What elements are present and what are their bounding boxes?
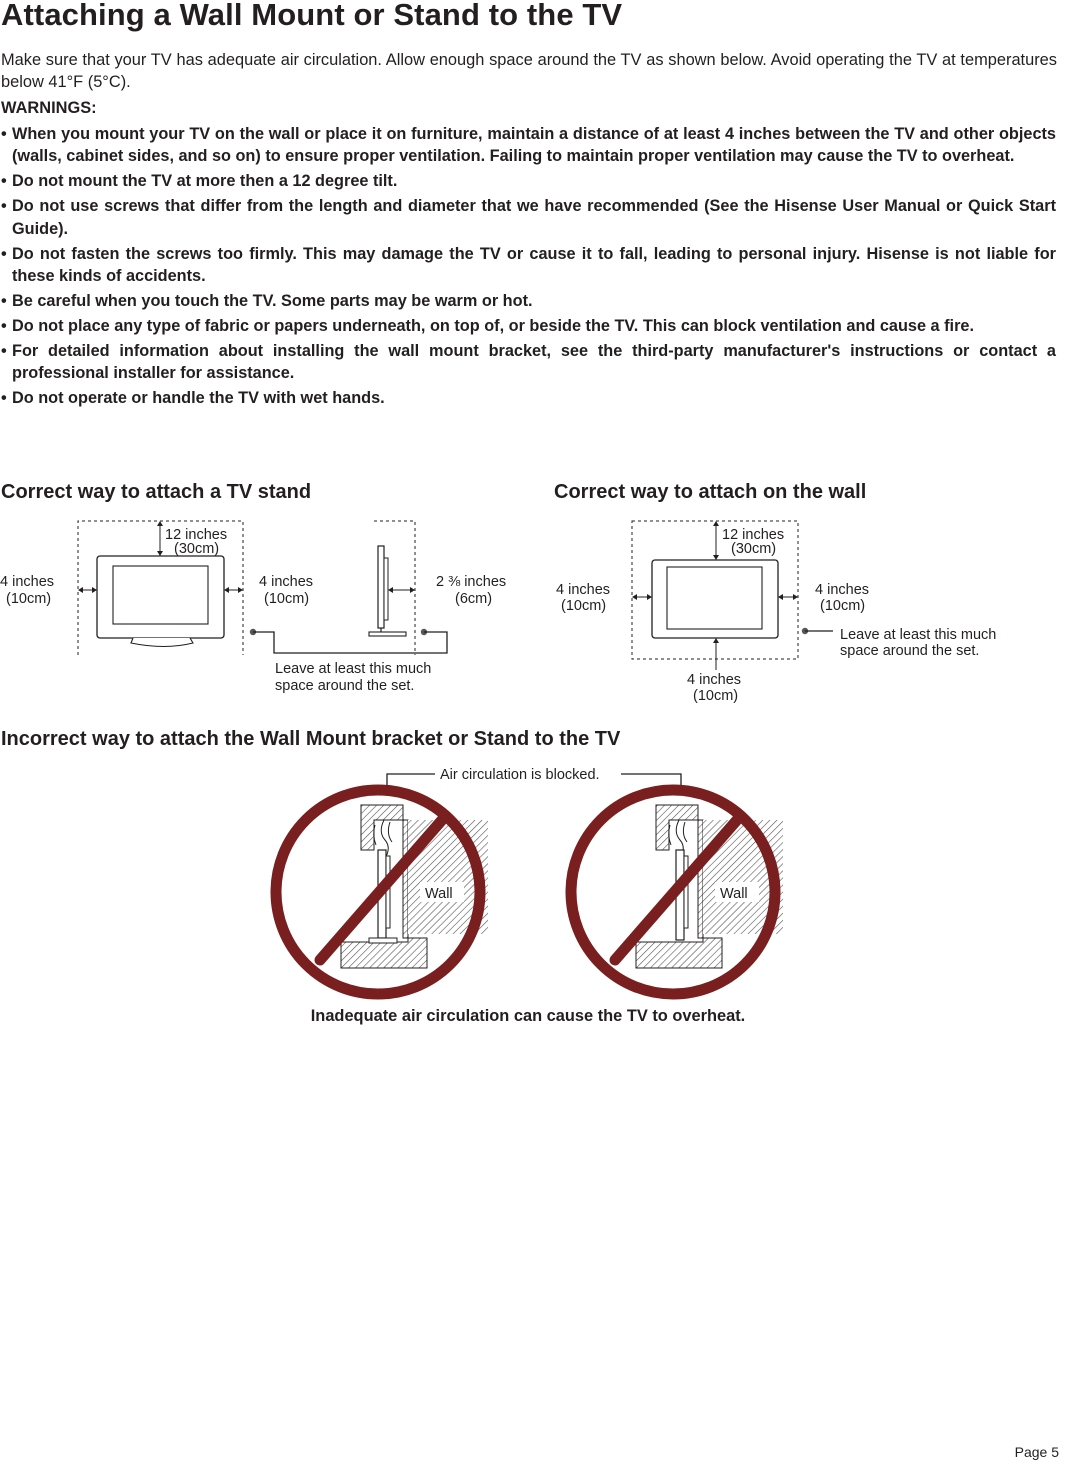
warning-item: • Do not mount the TV at more then a 12 degree tilt. bbox=[0, 170, 1056, 192]
warning-item: • Be careful when you touch the TV. Some parts may be warm or hot. bbox=[0, 290, 1056, 312]
stand-note-line-2: space around the set. bbox=[275, 678, 415, 694]
warnings-heading: WARNINGS: bbox=[1, 99, 97, 117]
warning-item: • When you mount your TV on the wall or place it on furniture, maintain a distance of at least 4 inches between the TV and other objects (walls, cabinet sides, and so on) to ensure proper ventilation. Failing to maintain proper ventilation may cause the TV to overheat. bbox=[0, 123, 1056, 168]
warning-item: • Do not place any type of fabric or papers underneath, on top of, or beside the TV. This can block ventilation and cause a fire. bbox=[0, 315, 1056, 337]
wall-label-right: Wall bbox=[720, 886, 748, 902]
warning-item: • For detailed information about installing the wall mount bracket, see the third-party manufacturer's instructions or contact a professional installer for assistance. bbox=[0, 340, 1056, 385]
stand-note-line-1: Leave at least this much bbox=[275, 661, 432, 677]
wall-right-inches: 4 inches bbox=[815, 582, 870, 598]
stand-top-inches: 12 inches bbox=[165, 527, 228, 543]
wall-right-cm: (10cm) bbox=[820, 598, 866, 614]
stand-left-inches: 4 inches bbox=[0, 574, 55, 590]
tv-side-shape bbox=[378, 546, 384, 628]
stand-right-inches: 4 inches bbox=[259, 574, 314, 590]
incorrect-caption: Inadequate air circulation can cause the TV to overheat. bbox=[310, 1007, 746, 1025]
wall-left-inches: 4 inches bbox=[556, 582, 611, 598]
stand-heading: Correct way to attach a TV stand bbox=[1, 481, 312, 503]
stand-right-cm: (10cm) bbox=[264, 591, 310, 607]
warning-item: • Do not fasten the screws too firmly. This may damage the TV or cause it to fall, leading to personal injury. Hisense is not liable for these kinds of accidents. bbox=[0, 243, 1056, 288]
incorrect-diagram bbox=[280, 760, 750, 1000]
wall-top-cm: (30cm) bbox=[731, 541, 777, 557]
wall-bottom-inches: 4 inches bbox=[687, 672, 742, 688]
wall-clearance-diagram bbox=[550, 510, 1050, 705]
page-number: Page 5 bbox=[1014, 1444, 1059, 1460]
page-title: Attaching a Wall Mount or Stand to the TV bbox=[1, 0, 623, 32]
wall-note-line-1: Leave at least this much bbox=[840, 627, 997, 643]
wall-top-inches: 12 inches bbox=[722, 527, 785, 543]
incorrect-scene-right bbox=[567, 786, 783, 998]
wall-heading: Correct way to attach on the wall bbox=[554, 481, 867, 503]
warning-item: • Do not use screws that differ from the length and diameter that we have recommended (See the Hisense User Manual or Quick Start Guide). bbox=[0, 195, 1056, 240]
stand-side-inches: 2 ⅜ inches bbox=[436, 574, 507, 590]
incorrect-heading: Incorrect way to attach the Wall Mount bracket or Stand to the TV bbox=[1, 728, 621, 750]
intro-paragraph: Make sure that your TV has adequate air circulation. Allow enough space around the TV as shown below. Avoid operating the TV at temperatures below 41°F (5°C). bbox=[1, 51, 1057, 91]
incorrect-scene-left bbox=[272, 786, 488, 998]
stand-top-cm: (30cm) bbox=[174, 541, 220, 557]
wall-left-cm: (10cm) bbox=[561, 598, 607, 614]
wall-bottom-cm: (10cm) bbox=[693, 688, 739, 704]
air-blocked-label: Air circulation is blocked. bbox=[440, 767, 600, 783]
stand-clearance-diagram bbox=[0, 510, 530, 700]
stand-side-cm: (6cm) bbox=[455, 591, 493, 607]
stand-left-cm: (10cm) bbox=[6, 591, 52, 607]
warnings-list bbox=[0, 123, 1056, 412]
warning-item: • Do not operate or handle the TV with wet hands. bbox=[0, 387, 1056, 409]
wall-note-line-2: space around the set. bbox=[840, 643, 980, 659]
wall-label-left: Wall bbox=[425, 886, 453, 902]
